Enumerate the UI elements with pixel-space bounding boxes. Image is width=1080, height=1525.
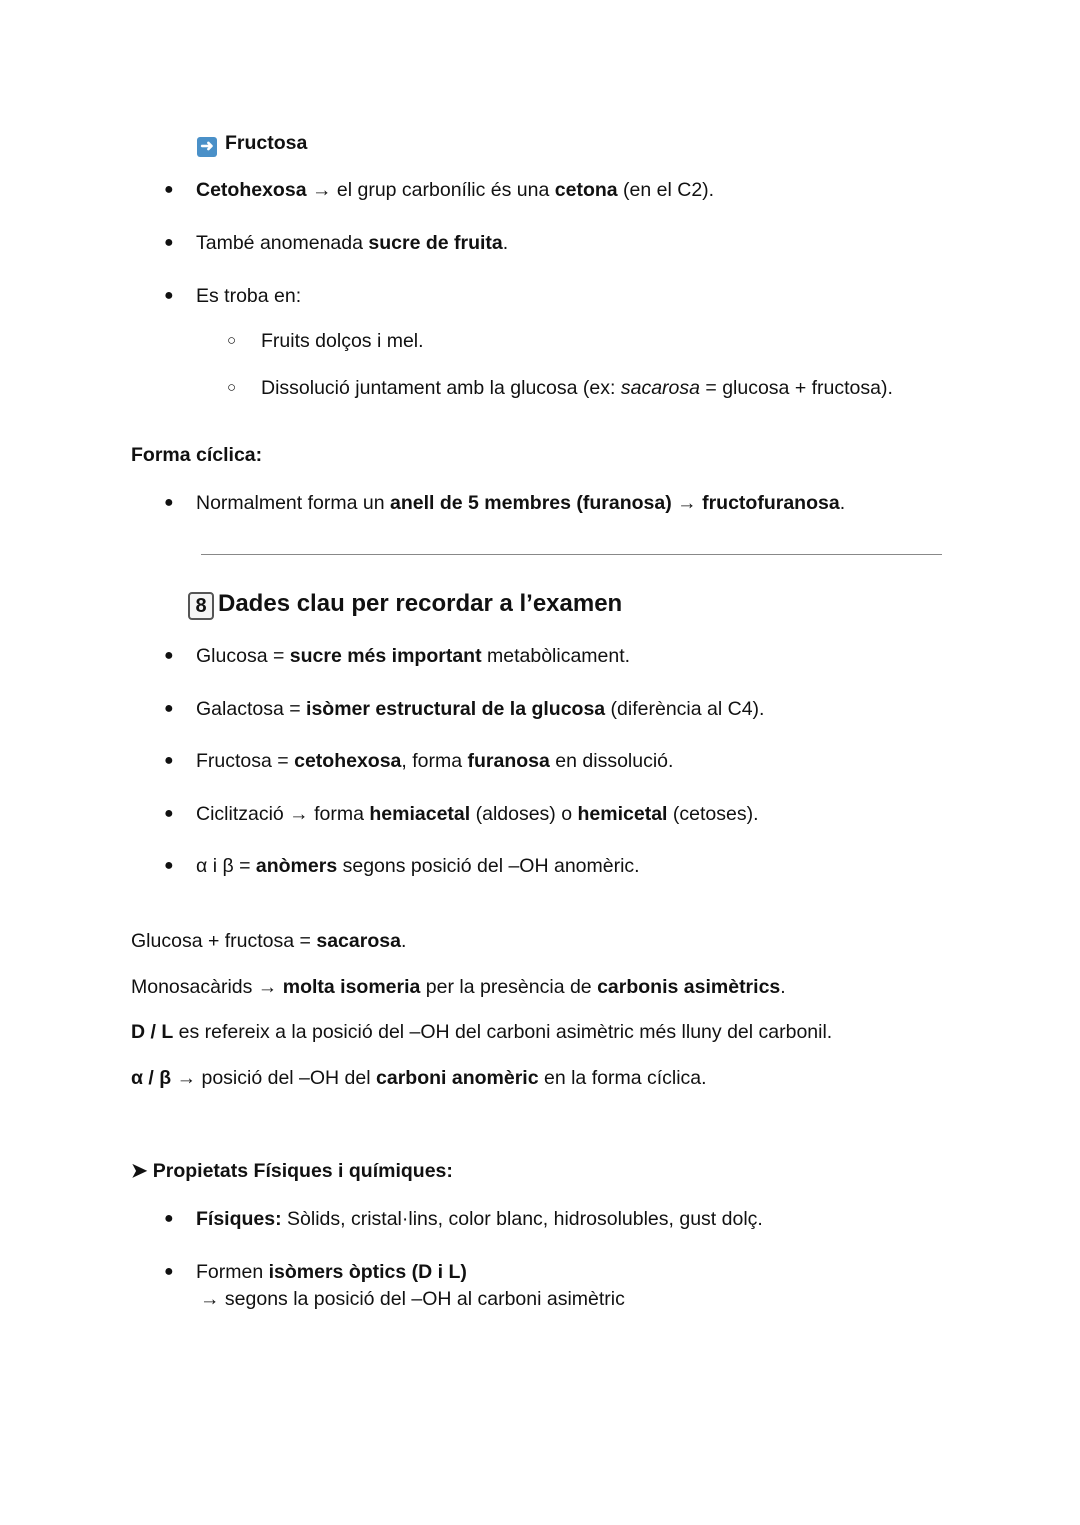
text-run: (diferència al C4). <box>605 698 765 720</box>
text-run: α / β <box>131 1067 172 1089</box>
list-item <box>196 491 845 515</box>
text-run: metabòlicament. <box>481 645 631 667</box>
list-item <box>131 1066 707 1090</box>
right-arrow-icon: ➜ <box>197 137 217 157</box>
section-8-heading: 8 Dades clau per recordar a l’examen <box>188 592 622 620</box>
bullet-icon: ● <box>164 857 174 874</box>
bullet-icon: ● <box>164 181 174 198</box>
text-run: Sòlids, cristal·lins, color blanc, hidrosolubles, gust dolç. <box>281 1208 763 1230</box>
text-run: sacarosa <box>620 377 700 399</box>
text-run: Galactosa = <box>196 698 307 720</box>
list-item <box>131 929 406 953</box>
text-run: hemiacetal <box>369 803 471 825</box>
text-run: cetona <box>554 179 618 201</box>
propietats-continuation: → segons la posició del –OH al carboni asimètric <box>200 1288 625 1310</box>
text-run: anell de 5 membres (furanosa) <box>389 492 672 514</box>
list-item <box>131 1020 832 1044</box>
text-run: isòmers òptics (D i L) <box>268 1261 467 1283</box>
bullet-icon: ● <box>164 234 174 251</box>
text-run: (en el C2). <box>617 179 715 201</box>
text-run: Ciclització → forma <box>196 803 370 825</box>
bullet-icon: ● <box>164 647 174 664</box>
horizontal-divider <box>201 554 942 555</box>
bullet-icon: ● <box>164 494 174 511</box>
bullet-icon: ● <box>164 287 174 304</box>
text-run: Fruits dolços i mel. <box>261 330 424 352</box>
text-run: Monosacàrids → <box>131 976 283 998</box>
text-run: Glucosa = <box>196 645 290 667</box>
text-run: Formen <box>196 1261 269 1283</box>
text-run: carboni anomèric <box>376 1067 539 1089</box>
text-run: D / L <box>131 1021 174 1043</box>
list-item <box>196 697 764 721</box>
list-item <box>196 802 759 826</box>
text-run: α i β = <box>196 855 256 877</box>
text-run: → <box>671 492 703 514</box>
text-run: molta isomeria <box>282 976 421 998</box>
list-item <box>196 854 640 878</box>
text-run: sucre de fruita <box>368 232 503 254</box>
list-item <box>196 749 673 773</box>
keycap-number-icon: 8 <box>188 592 214 620</box>
circle-bullet-icon: ○ <box>227 379 237 396</box>
text-run: sucre més important <box>289 645 482 667</box>
text-run: sacarosa <box>316 930 401 952</box>
list-item <box>196 1207 763 1231</box>
text-run: . <box>780 976 786 998</box>
text-run: Normalment forma un <box>196 492 390 514</box>
list-item <box>261 329 424 353</box>
text-run: fructofuranosa <box>702 492 840 514</box>
text-run: = glucosa + fructosa). <box>699 377 893 399</box>
circle-bullet-icon: ○ <box>227 332 237 349</box>
text-run: carbonis asimètrics <box>597 976 781 998</box>
list-item <box>196 644 630 668</box>
text-run: en dissolució. <box>549 750 674 772</box>
text-run: per la presència de <box>420 976 598 998</box>
list-item <box>196 178 714 202</box>
text-run: en la forma cíclica. <box>538 1067 707 1089</box>
bullet-icon: ● <box>164 1263 174 1280</box>
propietats-heading: ➤ Propietats Físiques i químiques: <box>131 1160 453 1182</box>
fructosa-heading: ➜ Fructosa <box>197 131 307 157</box>
text-run: segons posició del –OH anomèric. <box>337 855 640 877</box>
bullet-icon: ● <box>164 752 174 769</box>
text-run: cetohexosa <box>294 750 402 772</box>
text-run: → el grup carbonílic és una <box>306 179 555 201</box>
text-run: Físiques: <box>196 1208 282 1230</box>
text-run: Es troba en: <box>196 285 302 307</box>
text-run: anòmers <box>255 855 338 877</box>
text-run: . <box>839 492 846 514</box>
forma-ciclica-label: Forma cíclica: <box>131 444 263 466</box>
list-item <box>196 284 301 308</box>
text-run: , forma <box>401 750 468 772</box>
text-run: es refereix a la posició del –OH del carboni asimètric més lluny del carbonil. <box>173 1021 833 1043</box>
list-item <box>196 231 508 255</box>
text-run: Glucosa + fructosa = <box>131 930 317 952</box>
text-run: Dissolució juntament amb la glucosa (ex: <box>261 377 621 399</box>
text-run: (cetoses). <box>667 803 759 825</box>
list-item <box>131 975 786 999</box>
text-run: isòmer estructural de la glucosa <box>306 698 606 720</box>
list-item <box>196 1260 467 1284</box>
text-run: furanosa <box>467 750 550 772</box>
text-run: També anomenada <box>196 232 369 254</box>
text-run: Cetohexosa <box>196 179 307 201</box>
bullet-icon: ● <box>164 700 174 717</box>
bullet-icon: ● <box>164 1210 174 1227</box>
text-run: Fructosa = <box>196 750 295 772</box>
text-run: . <box>400 930 407 952</box>
text-run: → posició del –OH del <box>171 1067 377 1089</box>
text-run: . <box>502 232 509 254</box>
text-run: hemicetal <box>577 803 668 825</box>
bullet-icon: ● <box>164 805 174 822</box>
list-item <box>261 376 893 400</box>
text-run: (aldoses) o <box>470 803 578 825</box>
